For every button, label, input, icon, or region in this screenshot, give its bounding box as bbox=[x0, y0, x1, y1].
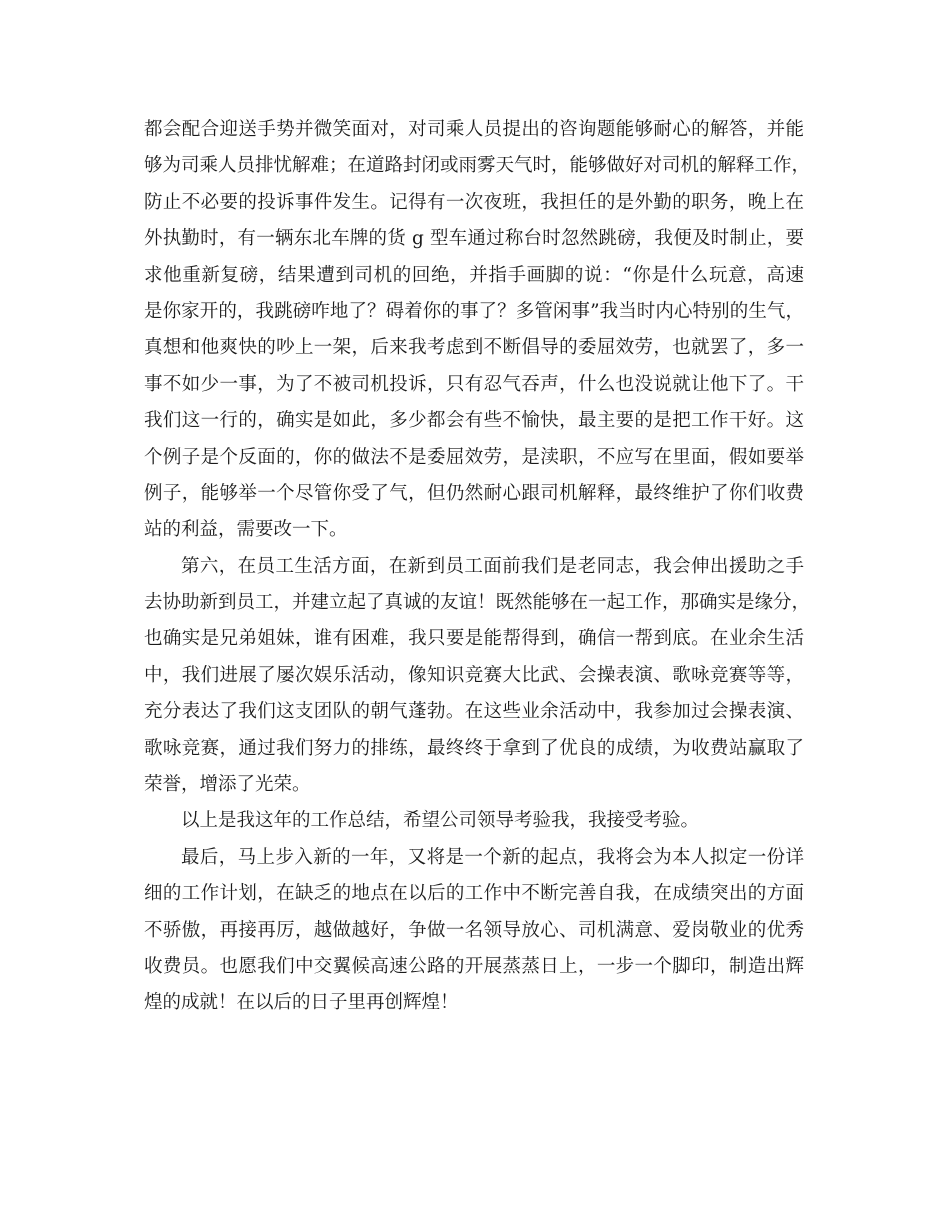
text-line: 收费员。也愿我们中交翼候高速公路的开展蒸蒸日上，一步一个脚印，制造出辉 bbox=[144, 955, 804, 977]
text-line: 个例子是个反面的，你的做法不是委屈效劳，是渎职，不应写在里面，假如要举 bbox=[144, 446, 804, 468]
text-line: 事不如少一事，为了不被司机投诉，只有忍气吞声，什么也没说就让他下了。干 bbox=[144, 373, 804, 395]
text-line: 荣誉，增添了光荣。 bbox=[144, 774, 311, 796]
text-line: 真想和他爽快的吵上一架，后来我考虑到不断倡导的委屈效劳，也就罢了，多一 bbox=[144, 337, 804, 359]
text-line: 够为司乘人员排忧解难；在道路封闭或雨雾天气时，能够做好对司机的解释工作， bbox=[144, 155, 811, 177]
text-line: 歌咏竞赛，通过我们努力的排练，最终终于拿到了优良的成绩，为收费站赢取了 bbox=[144, 737, 804, 759]
text-line: 去协助新到员工，并建立起了真诚的友谊！既然能够在一起工作，那确实是缘分， bbox=[144, 592, 811, 614]
text-line: 以上是我这年的工作总结，希望公司领导考验我，我接受考验。 bbox=[181, 810, 700, 832]
text-line: 第六，在员工生活方面，在新到员工面前我们是老同志，我会伸出援助之手 bbox=[181, 555, 804, 577]
document-body bbox=[144, 112, 811, 1022]
text-line: 中，我们进展了屡次娱乐活动，像知识竞赛大比武、会操表演、歌咏竞赛等等， bbox=[144, 664, 804, 686]
text-line: 充分表达了我们这支团队的朝气蓬勃。在这些业余活动中，我参加过会操表演、 bbox=[144, 701, 804, 723]
text-line: 最后，马上步入新的一年，又将是一个新的起点，我将会为本人拟定一份详 bbox=[181, 846, 804, 868]
text-line: 外执勤时，有一辆东北车牌的货 g 型车通过称台时忽然跳磅，我便及时制止，要 bbox=[144, 228, 804, 250]
paragraph bbox=[144, 803, 804, 839]
text-line: 我们这一行的，确实是如此，多少都会有些不愉快，最主要的是把工作干好。这 bbox=[144, 410, 804, 432]
text-line: 也确实是兄弟姐妹，谁有困难，我只要是能帮得到，确信一帮到底。在业余生活 bbox=[144, 628, 804, 650]
paragraph bbox=[144, 112, 811, 549]
text-line: 防止不必要的投诉事件发生。记得有一次夜班，我担任的是外勤的职务，晚上在 bbox=[144, 191, 804, 213]
paragraph bbox=[144, 840, 804, 1022]
text-line: 都会配合迎送手势并微笑面对，对司乘人员提出的咨询题能够耐心的解答，并能 bbox=[144, 119, 804, 140]
text-line: 是你家开的，我跳磅咋地了？碍着你的事了？多管闲事”我当时内心特别的生气， bbox=[144, 300, 804, 322]
text-line: 煌的成就！在以后的日子里再创辉煌！ bbox=[144, 992, 459, 1014]
text-line: 不骄傲，再接再厉，越做越好，争做一名领导放心、司机满意、爱岗敬业的优秀 bbox=[144, 919, 804, 941]
text-line: 细的工作计划，在缺乏的地点在以后的工作中不断完善自我，在成绩突出的方面 bbox=[144, 883, 804, 905]
text-line: 例子，能够举一个尽管你受了气，但仍然耐心跟司机解释，最终维护了你们收费 bbox=[144, 482, 804, 504]
text-line: 站的利益，需要改一下。 bbox=[144, 519, 348, 541]
paragraph bbox=[144, 549, 811, 804]
text-line: 求他重新复磅，结果遭到司机的回绝，并指手画脚的说：“你是什么玩意，高速 bbox=[144, 264, 804, 286]
